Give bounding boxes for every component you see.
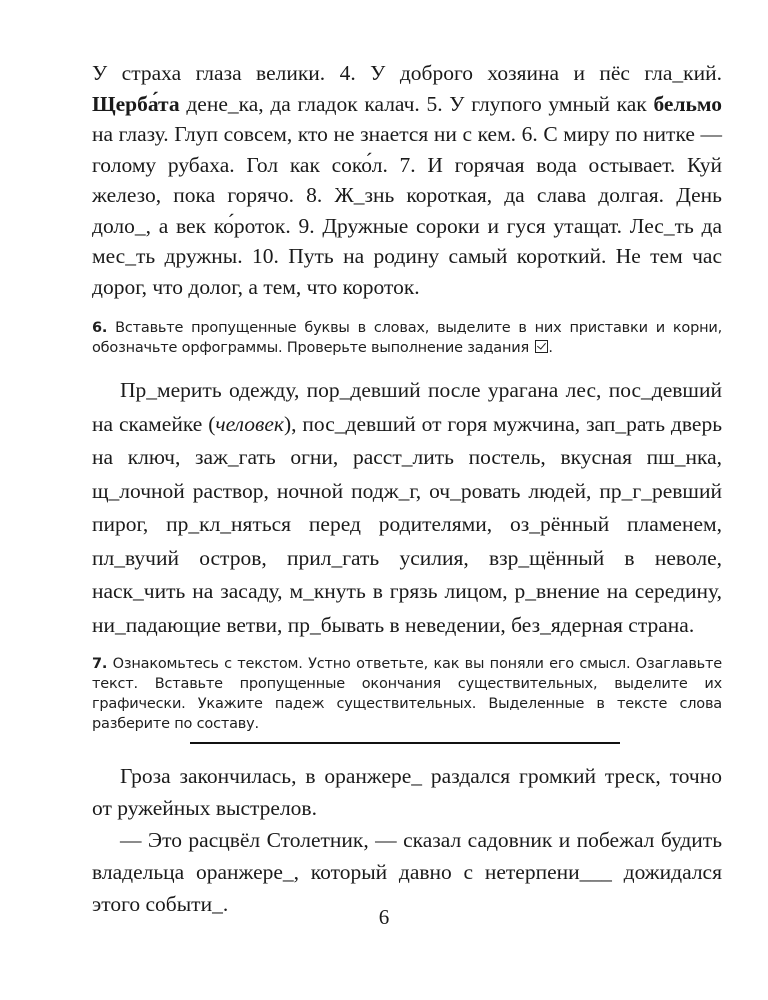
task-7-instruction <box>92 654 722 734</box>
task-number: 7. <box>92 656 108 672</box>
italic-word: человек <box>215 411 284 436</box>
task-6-instruction <box>92 318 722 358</box>
title-blank-line <box>190 742 620 744</box>
words-text: Пр_мерить одежду, пор_девший после урагана лес, пос_девший на скамейке ( <box>92 378 722 436</box>
bold-word-scherbata: Щерба́та <box>92 91 180 116</box>
textbook-page <box>92 58 722 734</box>
proverbs-text: на глазу. Глуп совсем, кто не знается ни с кем. 6. С миру по нитке — голому рубаха. Гол как соко́л. 7. И горячая вода остывает. Куй железо, пока горячо. 8. Ж_знь короткая, да слава долгая. День доло_, а век ко́роток. 9. Дружные сороки и гуся утащат. Лес_ть да мес_ть дружны. 10. Путь на родину самый короткий. Не тем час дорог, что долог, а тем, что короток. <box>92 122 722 299</box>
words-text: ), пос_девший от горя мужчина, зап_рать дверь на ключ, заж_гать огни, расст_лить постель, вкусная пш_нка, щ_лочной раствор, ночной подж_г, оч_ровать людей, пр_г_ревший пирог, пр_кл_няться перед родителями, оз_рённый пламенем, пл_вучий остров, прил_гать усилия, взр_щённый в неволе, наск_чить на засаду, м_кнуть в грязь лицом, р_внение на середину, ни_падающие ветви, пр_бывать в неведении, без_ядерная страна. <box>92 411 722 637</box>
proverbs-text: дене_ка, да гладок калач. 5. У глупого умный как <box>179 91 654 116</box>
story-paragraph: Гроза закончилась, в оранжере_ раздался громкий треск, точно от ружейных выстрелов. <box>92 764 722 820</box>
task-number: 6. <box>92 320 108 336</box>
proverbs-text: У страха глаза велики. 4. У доброго хозяина и пёс гла_кий. <box>92 61 722 85</box>
task-end: . <box>548 340 553 356</box>
bold-word-belmo: бельмо <box>653 91 722 116</box>
page-number: 6 <box>378 905 390 929</box>
task-text: Ознакомьтесь с текстом. Устно ответьте, как вы поняли его смысл. Озаглавьте текст. Вставьте пропущенные окончания существительных, выделите их графически. Укажите падеж существительных. Выделенные в тексте слова разберите по составу. <box>92 656 722 732</box>
checkbox-checked-icon <box>535 340 548 353</box>
exercise-words-paragraph <box>92 374 722 642</box>
story-paragraph: — Это расцвёл Столетник, — сказал садовник и побежал будить владельца оранжере_, который давно с нетерпени___ дожидался этого событи_. <box>92 828 722 916</box>
task-text: Вставьте пропущенные буквы в словах, выделите в них приставки и корни, обозначьте орфограммы. Проверьте выполнение задания <box>92 320 722 356</box>
proverbs-paragraph <box>92 58 722 302</box>
story-text <box>92 760 722 920</box>
